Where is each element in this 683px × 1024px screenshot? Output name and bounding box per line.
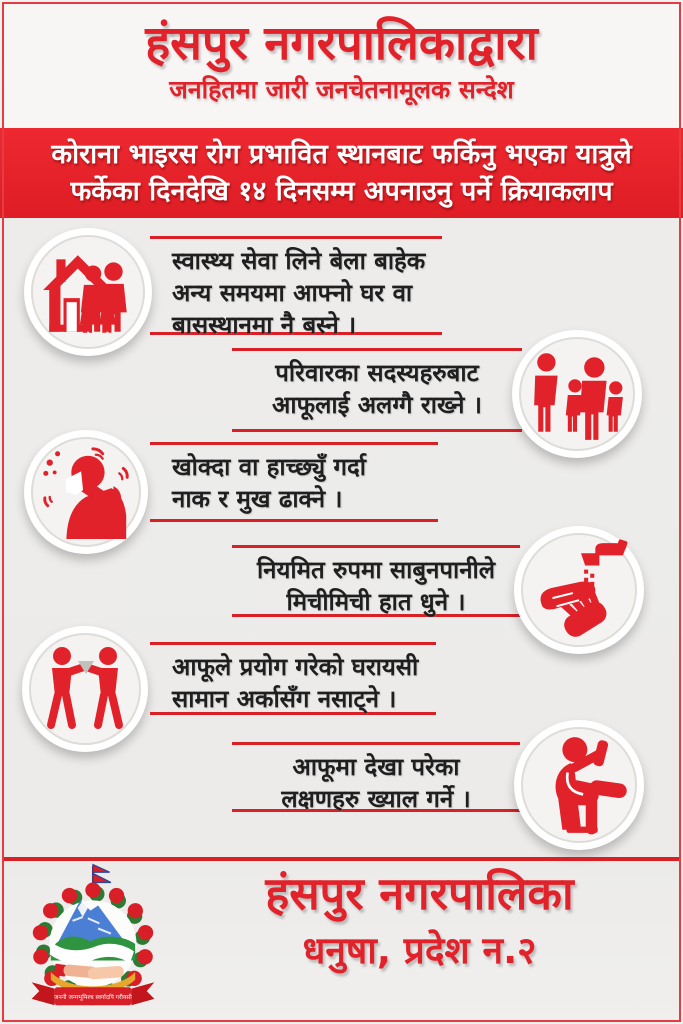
notice-banner [0,128,683,218]
advice-line: लक्षणहरु ख्याल गर्ने । [281,785,471,813]
footer-text [168,866,671,974]
advice-item-4-text [232,545,520,617]
advice-item-6-text [232,742,520,812]
advice-item-2-text [232,348,522,432]
house-family-icon [24,228,152,356]
notice-banner-line2: फर्केका दिनदेखि १४ दिनसम्म अपनाउनु पर्ने क्रियाकलाप [70,176,613,207]
advice-line: नाक र मुख ढाक्ने । [172,485,343,513]
advice-line: आफूमा देखा परेका [292,753,460,781]
footer-divider [4,857,679,861]
poster-title: हंसपुर नगरपालिकाद्वारा [145,16,538,71]
symptom-check-icon [514,720,644,850]
footer-address: धनुषा, प्रदेश न.२ [302,929,537,972]
item-sharing-icon [22,626,148,752]
footer-municipality: हंसपुर नगरपालिका [265,867,574,920]
symptom-check-icon [527,733,631,837]
notice-banner-line1: कोराना भाइरस रोग प्रभावित स्थानबाट फर्किनु भएका यात्रुले [51,139,632,170]
house-family-icon [37,241,139,343]
poster-subtitle: जनहितमा जारी जनचेतनामूलक सन्देश [169,75,514,104]
advice-line: खोक्दा वा हाच्छ्युँ गर्दा [172,453,366,481]
advice-line: आफूलाई अलग्गै राख्ने । [272,391,482,419]
poster-header [4,4,679,128]
hand-washing-icon [527,539,631,641]
advice-line: स्वास्थ्य सेवा लिने बेला बाहेक [172,247,426,275]
advice-item-5-text [150,642,436,715]
advice-line: नियमित रुपमा साबुनपानीले [256,556,496,584]
item-sharing-icon [35,639,135,739]
advice-line: परिवारका सदस्यहरुबाट [275,359,479,387]
cough-cover-icon [37,443,135,541]
nepal-government-emblem [14,862,172,1018]
advice-line: सामान अर्कासँग नसाट्ने । [172,685,397,713]
cough-cover-icon [24,430,148,554]
advice-line: आफूले प्रयोग गरेको घरायसी [172,653,419,681]
hand-washing-icon [514,526,644,654]
family-distance-icon [525,343,629,445]
advice-line: मिचीमिची हात धुने । [286,588,466,616]
family-distance-icon [512,330,642,458]
advice-item-3-text [150,442,438,522]
advice-item-1-text [150,236,442,339]
emblem-motto: जननी जन्मभूमिश्च स्वर्गादपि गरीयसी [54,994,132,1001]
advice-line: अन्य समयमा आफ्नो घर वा [172,279,413,307]
advice-line: बासस्थानमा नै बस्ने । [172,311,357,339]
nepal-flag-icon [93,865,111,883]
